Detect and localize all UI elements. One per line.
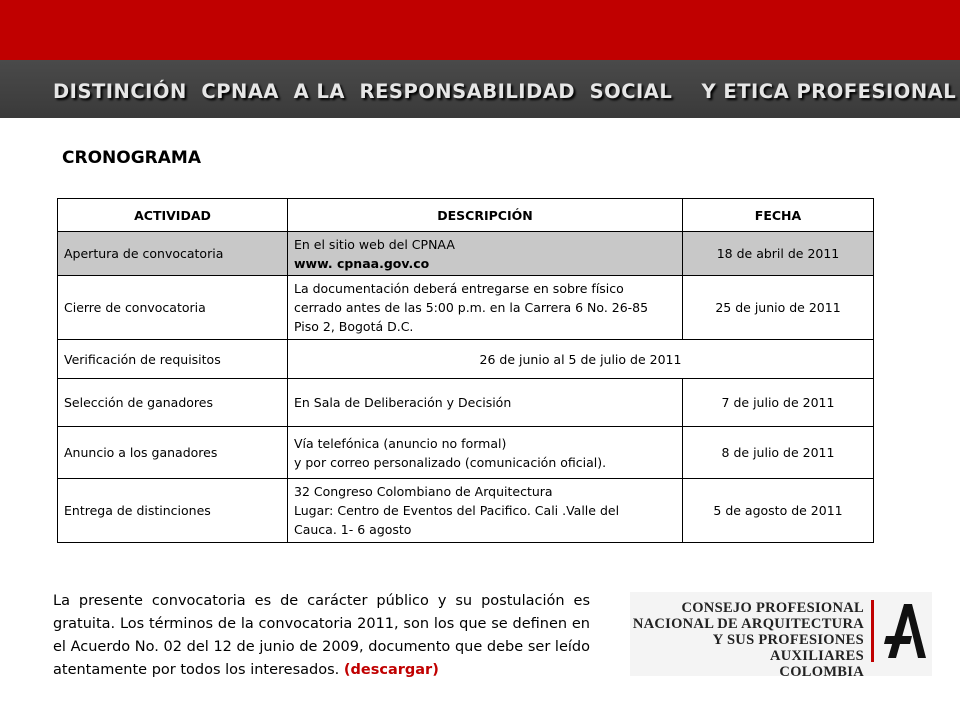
schedule-table [57, 198, 874, 543]
header-activity: ACTIVIDAD [58, 199, 288, 232]
activity-cell: Verificación de requisitos [58, 340, 288, 379]
top-red-bar [0, 0, 960, 60]
activity-cell: Selección de ganadores [58, 379, 288, 427]
date-cell: 7 de julio de 2011 [683, 379, 874, 427]
website-link[interactable]: www. cpnaa.gov.co [294, 255, 430, 271]
description-line: Vía telefónica (anuncio no formal) [294, 435, 507, 451]
description-line: Lugar: Centro de Eventos del Pacifico. Cali .Valle del [294, 503, 620, 518]
description-line: Cauca. 1- 6 agosto [294, 522, 412, 537]
title-bar [0, 60, 960, 118]
date-cell: 8 de julio de 2011 [683, 427, 874, 479]
description-line: y por correo personalizado (comunicación oficial). [294, 454, 607, 470]
logo-line: COLOMBIA [779, 664, 864, 680]
logo-line: Y SUS PROFESIONES AUXILIARES [712, 632, 864, 664]
logo-line: CONSEJO PROFESIONAL [681, 600, 864, 616]
date-cell: 18 de abril de 2011 [683, 232, 874, 276]
logo-text [630, 600, 864, 680]
merged-date-cell: 26 de junio al 5 de julio de 2011 [288, 340, 874, 379]
intro-paragraph [53, 590, 590, 682]
description-line: Piso 2, Bogotá D.C. [294, 319, 414, 334]
activity-cell: Apertura de convocatoria [58, 232, 288, 276]
activity-cell: Cierre de convocatoria [58, 276, 288, 340]
activity-cell: Anuncio a los ganadores [58, 427, 288, 479]
page-title: DISTINCIÓN CPNAA A LA RESPONSABILIDAD SOCIAL Y ETICA PROFESIONAL [53, 80, 957, 103]
logo-divider [871, 600, 874, 662]
description-cell [288, 427, 683, 479]
table-row [58, 427, 874, 479]
description-line: 32 Congreso Colombiano de Arquitectura [294, 484, 553, 499]
description-line: En Sala de Deliberación y Decisión [294, 395, 512, 410]
description-cell [288, 276, 683, 340]
intro-text: La presente convocatoria es de carácter público y su postulación es gratuita. Los términos de la convocatoria 2011, son los que se definen en el Acuerdo No. 02 del 12 de junio de 2009, documento que debe ser leído atentamente por todos los interesados. [53, 593, 590, 678]
cpnaa-logo [630, 592, 932, 680]
date-cell: 5 de agosto de 2011 [683, 479, 874, 543]
table-row [58, 276, 874, 340]
date-cell: 25 de junio de 2011 [683, 276, 874, 340]
description-cell [288, 479, 683, 543]
activity-cell: Entrega de distinciones [58, 479, 288, 543]
description-line: En el sitio web del CPNAA [294, 236, 455, 252]
table-row [58, 232, 874, 276]
download-link[interactable]: (descargar) [343, 662, 439, 678]
section-title: CRONOGRAMA [62, 148, 201, 168]
logo-line: NACIONAL DE ARQUITECTURA [632, 616, 864, 632]
description-cell [288, 232, 683, 276]
table-row [58, 479, 874, 543]
description-cell [288, 379, 683, 427]
table-row [58, 379, 874, 427]
description-line: cerrado antes de las 5:00 p.m. en la Carrera 6 No. 26-85 [294, 300, 649, 315]
table-row [58, 340, 874, 379]
header-date: FECHA [683, 199, 874, 232]
logo-a-icon [882, 600, 928, 662]
table-header-row [58, 199, 874, 232]
header-description: DESCRIPCIÓN [288, 199, 683, 232]
description-line: La documentación deberá entregarse en sobre físico [294, 281, 624, 296]
